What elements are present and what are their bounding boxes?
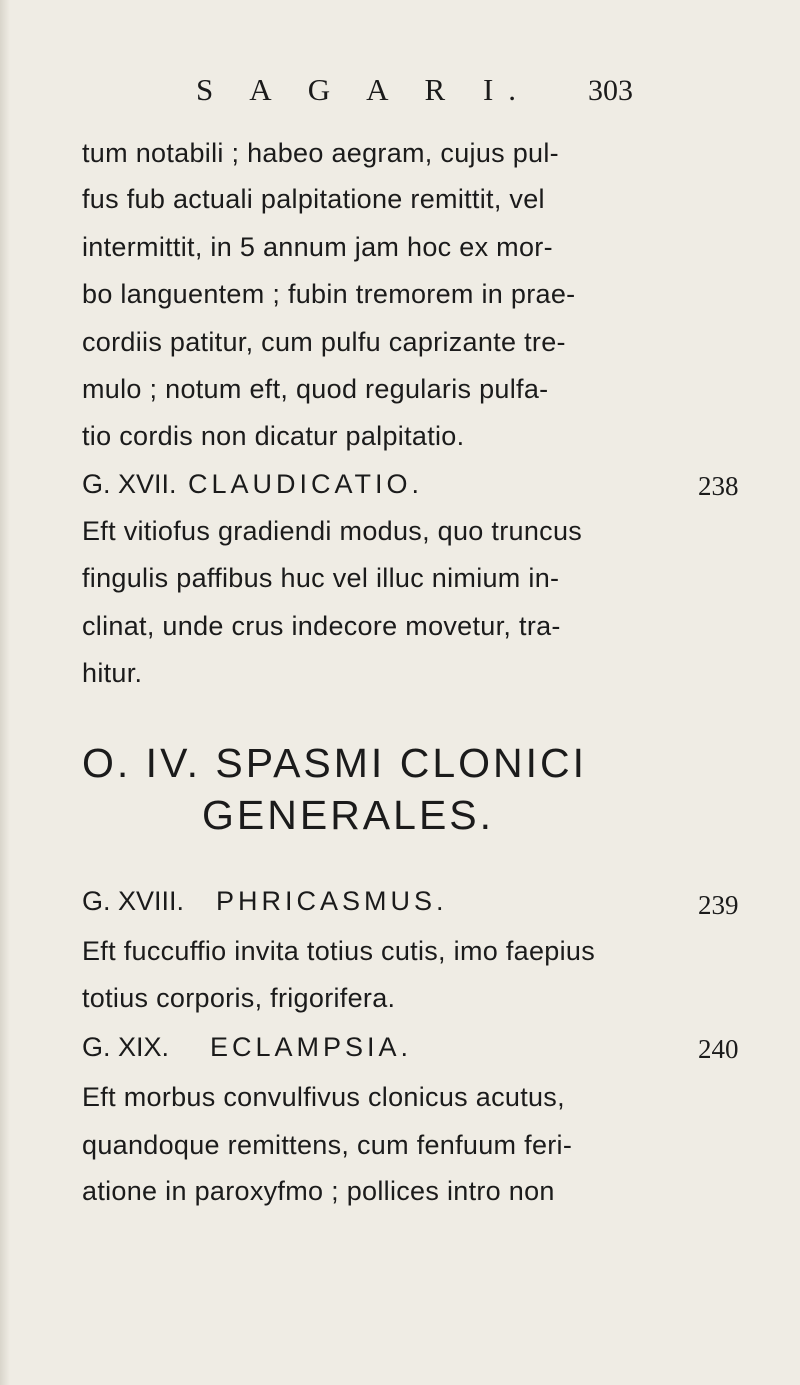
page-header: [0, 72, 800, 112]
text-line: clinat, unde crus indecore movetur, tra-: [82, 611, 561, 641]
page-binding-edge: [0, 0, 10, 1385]
text-line: fus fub actuali palpitatione remittit, vel: [82, 184, 545, 214]
running-title: S A G A R I.: [196, 72, 532, 107]
genus-heading: [82, 1032, 412, 1063]
genus-name: CLAUDICATIO.: [188, 469, 424, 499]
order-title-line-1: O. IV. SPASMI CLONICI: [82, 740, 588, 786]
genus-heading: [82, 469, 423, 500]
text-line: Eft fuccuffio invita totius cutis, imo faepius: [82, 936, 596, 966]
genus-number: G. XVIII.: [82, 886, 185, 916]
text-line: hitur.: [82, 658, 143, 688]
text-line: atione in paroxyfmo ; pollices intro non: [82, 1176, 555, 1206]
margin-number: 240: [698, 1034, 739, 1064]
page-number: 303: [588, 74, 633, 107]
order-title-line-2: GENERALES.: [202, 792, 495, 838]
text-line: Eft vitiofus gradiendi modus, quo truncus: [82, 516, 583, 546]
genus-number: G. XVII.: [82, 469, 177, 499]
text-line: bo languentem ; fubin tremorem in prae-: [82, 279, 576, 309]
genus-number: G. XIX.: [82, 1032, 170, 1062]
text-line: Eft morbus convulfivus clonicus acutus,: [82, 1082, 565, 1112]
text-line: fingulis paffibus huc vel illuc nimium in-: [82, 563, 560, 593]
text-line: totius corporis, frigorifera.: [82, 983, 396, 1013]
genus-heading: [82, 886, 448, 917]
text-line: intermittit, in 5 annum jam hoc ex mor-: [82, 232, 553, 262]
text-line: quandoque remittens, cum fenfuum feri-: [82, 1130, 573, 1160]
margin-number: 239: [698, 890, 739, 920]
text-line: mulo ; notum eft, quod regularis pulfa-: [82, 374, 549, 404]
margin-number: 238: [698, 471, 739, 501]
text-line: tum notabili ; habeo aegram, cujus pul-: [82, 138, 559, 168]
genus-name: ECLAMPSIA.: [210, 1032, 413, 1062]
text-line: tio cordis non dicatur palpitatio.: [82, 421, 465, 451]
text-line: cordiis patitur, cum pulfu caprizante tre-: [82, 327, 566, 357]
genus-name: PHRICASMUS.: [216, 886, 448, 916]
